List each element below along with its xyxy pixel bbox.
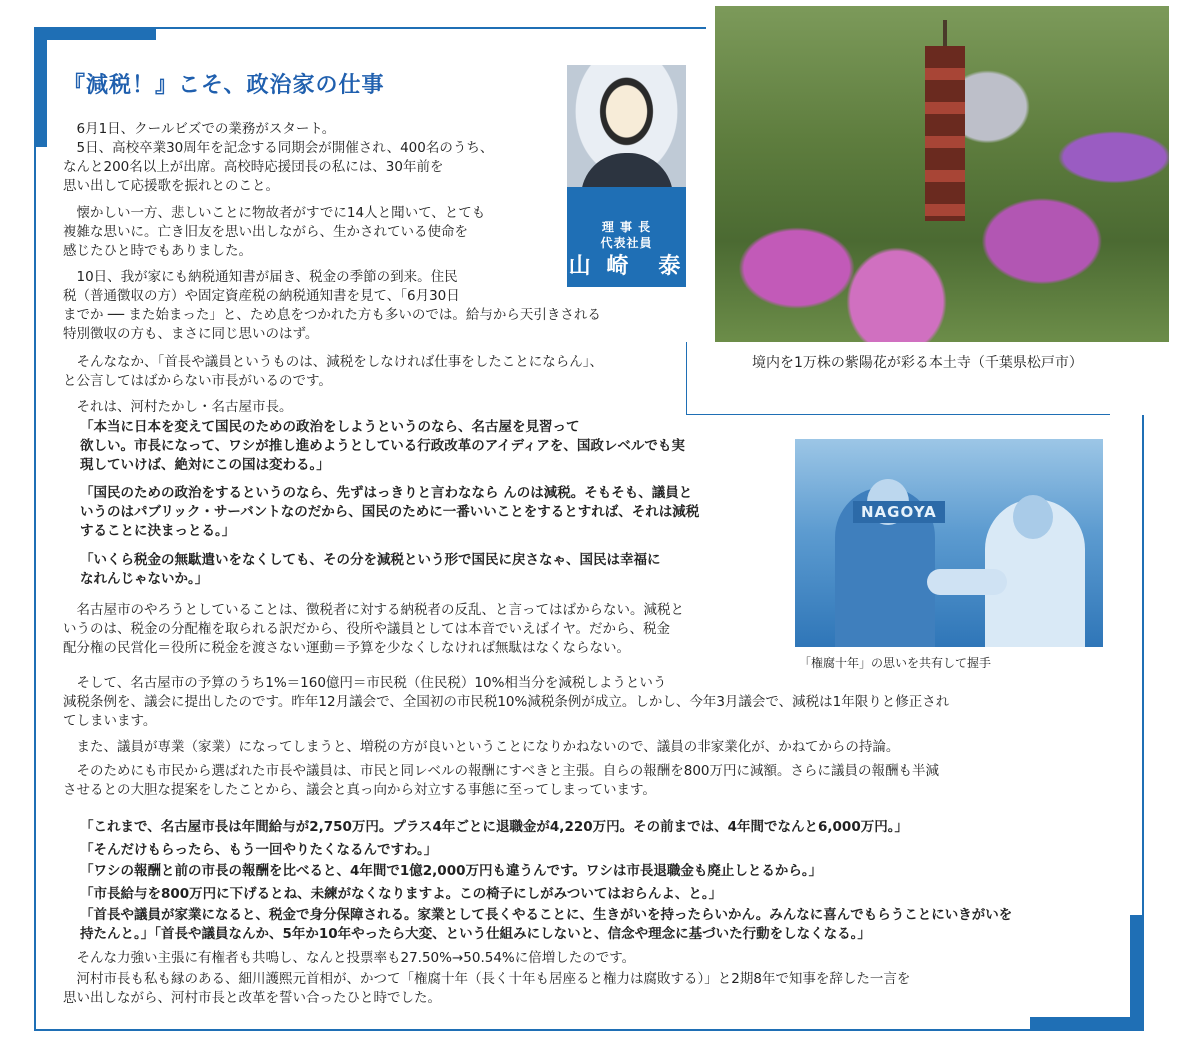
body-paragraph bbox=[63, 353, 603, 391]
profile-name: 山 崎 泰 bbox=[568, 254, 685, 279]
paragraph-line: そして、名古屋市の予算のうち1%＝160億円＝市民税（住民税）10%相当分を減税しようという bbox=[63, 675, 667, 691]
nagoya-banner: NAGOYA bbox=[853, 501, 945, 523]
paragraph-line: 特別徴収の方も、まさに同じ思いのはず。 bbox=[63, 326, 319, 342]
body-paragraph bbox=[63, 949, 635, 968]
body-paragraph bbox=[63, 674, 949, 731]
person-right-head bbox=[1013, 495, 1053, 539]
handshake-photo-caption: 「権腐十年」の思いを共有して握手 bbox=[799, 656, 992, 670]
quote-paragraph bbox=[80, 818, 908, 837]
body-paragraph bbox=[63, 970, 910, 1008]
quote-paragraph bbox=[80, 551, 661, 589]
quote-paragraph bbox=[80, 418, 685, 475]
paragraph-line: 5日、高校卒業30周年を記念する同期会が開催され、400名のうち、 bbox=[63, 140, 494, 156]
paragraph-line: 減税条例を、議会に提出したのです。昨年12月議会で、全国初の市民税10%減税条例が成立。しかし、今年3月議会で、減税は1年限りと修正され bbox=[63, 694, 950, 710]
frame-corner-bottom-right-bar bbox=[1130, 915, 1143, 1030]
paragraph-line: そんななか、「首長や議員というものは、減税をしなければ仕事をしたことにならん」、 bbox=[63, 354, 603, 370]
paragraph-line: 配分権の民営化＝役所に税金を渡さない運動＝予算を少なくしなければ無駄はなくならない。 bbox=[63, 640, 630, 656]
handshake bbox=[927, 569, 1007, 595]
paragraph-line: 「いくら税金の無駄遣いをなくしても、その分を減税という形で国民に戻さなゃ、国民は幸福に bbox=[80, 552, 661, 568]
quote-paragraph bbox=[80, 885, 722, 904]
quote-paragraph bbox=[80, 906, 1012, 944]
paragraph-line: 名古屋市のやろうとしていることは、徴税者に対する納税者の反乱、と言ってはばからない。減税と bbox=[63, 602, 684, 618]
paragraph-line: 思い出して応援歌を振れとのこと。 bbox=[63, 178, 279, 194]
temple-photo-caption: 境内を1万株の紫陽花が彩る本土寺（千葉県松戸市） bbox=[752, 355, 1083, 371]
paragraph-line: 懐かしい一方、悲しいことに物故者がすでに14人と聞いて、とても bbox=[63, 205, 486, 221]
body-paragraph bbox=[63, 204, 485, 261]
frame-corner-bottom-right bbox=[1030, 1017, 1143, 1030]
paragraph-line: 「首長や議員が家業になると、税金で身分保障される。家業として長くやることに、生きがいを持ったらいかん。みんなに喜んでもらうことにいきがいを bbox=[80, 907, 1013, 923]
body-paragraph bbox=[63, 139, 493, 196]
paragraph-line: 10日、我が家にも納税通知書が届き、税金の季節の到来。住民 bbox=[63, 269, 458, 285]
paragraph-line: 複雑な思いに。亡き旧友を思い出しながら、生かされている使命を bbox=[63, 224, 468, 240]
paragraph-line: 「これまで、名古屋市長は年間給与が2,750万円。プラス4年ごとに退職金が4,220万円。その前までは、4年間でなんと6,000万円。」 bbox=[80, 819, 908, 835]
body-paragraph bbox=[63, 398, 293, 417]
paragraph-line: 「本当に日本を変えて国民のための政治をしようというのなら、名古屋を見習って bbox=[80, 419, 580, 435]
portrait-photo bbox=[567, 65, 686, 187]
paragraph-line: 持たんと。」「首長や議員なんか、5年か10年やったら大変、という仕組みにしないと、信念や理念に基づいた行動をしなくなる。」 bbox=[80, 926, 871, 942]
paragraph-line: までか ── また始まった」と、ため息をつかれた方も多いのでは。給与から天引きされる bbox=[63, 307, 601, 323]
paragraph-line: 6月1日、クールビズでの業務がスタート。 bbox=[63, 121, 336, 137]
quote-paragraph bbox=[80, 862, 822, 881]
article-headline: 『減税！』こそ、政治家の仕事 bbox=[63, 73, 385, 98]
paragraph-line: 思い出しながら、河村市長と改革を誓い合ったひと時でした。 bbox=[63, 990, 441, 1006]
paragraph-line: 「そんだけもらったら、もう一回やりたくなるんですわ。」 bbox=[80, 842, 438, 858]
paragraph-line: 「国民のための政治をするというのなら、先ずはっきりと言わななら んのは減税。そもそも、議員と bbox=[80, 485, 693, 501]
paragraph-line: いうのは、税金の分配権を取られる訳だから、役所や議員としては本音でいえばイヤ。だから、税金 bbox=[63, 621, 670, 637]
frame-divider-horizontal bbox=[686, 414, 1110, 415]
body-paragraph bbox=[63, 738, 899, 757]
quote-paragraph bbox=[80, 484, 699, 541]
paragraph-line: そのためにも市民から選ばれた市長や議員は、市民と同レベルの報酬にすべきと主張。自らの報酬を800万円に減額。さらに議員の報酬も半減 bbox=[63, 763, 939, 779]
body-paragraph bbox=[63, 762, 939, 800]
temple-hydrangea-photo bbox=[715, 6, 1169, 342]
paragraph-line: 欲しい。市長になって、ワシが推し進めようとしている行政改革のアイディアを、国政レベルでも実 bbox=[80, 438, 685, 454]
paragraph-line: 「ワシの報酬と前の市長の報酬を比べると、4年間で1億2,000万円も違うんです。ワシは市長退職金も廃止しとるから。」 bbox=[80, 863, 823, 879]
body-paragraph bbox=[63, 268, 601, 344]
body-paragraph bbox=[63, 601, 684, 658]
quote-paragraph bbox=[80, 841, 437, 860]
frame-top-line bbox=[34, 27, 706, 29]
paragraph-line: 河村市長も私も縁のある、細川護熙元首相が、かつて「権腐十年（長く十年も居座ると権力は腐敗する）」と2期8年で知事を辞した一言を bbox=[63, 971, 911, 987]
pagoda bbox=[925, 46, 965, 221]
body-paragraph bbox=[63, 120, 335, 139]
paragraph-line: そんな力強い主張に有権者も共鳴し、なんと投票率も27.50%→50.54%に倍増したのです。 bbox=[63, 950, 636, 966]
profile-title-2: 代表社員 bbox=[600, 236, 653, 250]
paragraph-line: 感じたひと時でもありました。 bbox=[63, 243, 252, 259]
frame-divider-vertical bbox=[686, 342, 687, 415]
paragraph-line: てしまいます。 bbox=[63, 713, 157, 729]
paragraph-line: 現していけば、絶対にこの国は変わる。」 bbox=[80, 457, 330, 473]
paragraph-line: 「市長給与を800万円に下げるとね、未練がなくなりますよ。この椅子にしがみついてはおらんよ、と。」 bbox=[80, 886, 723, 902]
frame-left-line bbox=[34, 27, 36, 1031]
handshake-photo bbox=[795, 439, 1103, 647]
paragraph-line: また、議員が専業（家業）になってしまうと、増税の方が良いということになりかねないので、議員の非家業化が、かねてからの持論。 bbox=[63, 739, 900, 755]
paragraph-line: 税（普通徴収の方）や固定資産税の納税通知書を見て、「6月30日 bbox=[63, 288, 460, 304]
paragraph-line: それは、河村たかし・名古屋市長。 bbox=[63, 399, 293, 415]
frame-bottom-line bbox=[34, 1029, 1144, 1031]
paragraph-line: することに決まっとる。」 bbox=[80, 523, 236, 539]
profile-title-1: 理 事 長 bbox=[601, 220, 652, 234]
paragraph-line: と公言してはばからない市長がいるのです。 bbox=[63, 373, 332, 389]
paragraph-line: なんと200名以上が出席。高校時応援団長の私には、30年前を bbox=[63, 159, 444, 175]
paragraph-line: なれんじゃないか。」 bbox=[80, 571, 209, 587]
paragraph-line: させるとの大胆な提案をしたことから、議会と真っ向から対立する事態に至ってしまっています。 bbox=[63, 782, 656, 798]
paragraph-line: いうのはパブリック・サーバントなのだから、国民のために一番いいことをするとすれば、それは減税 bbox=[80, 504, 700, 520]
